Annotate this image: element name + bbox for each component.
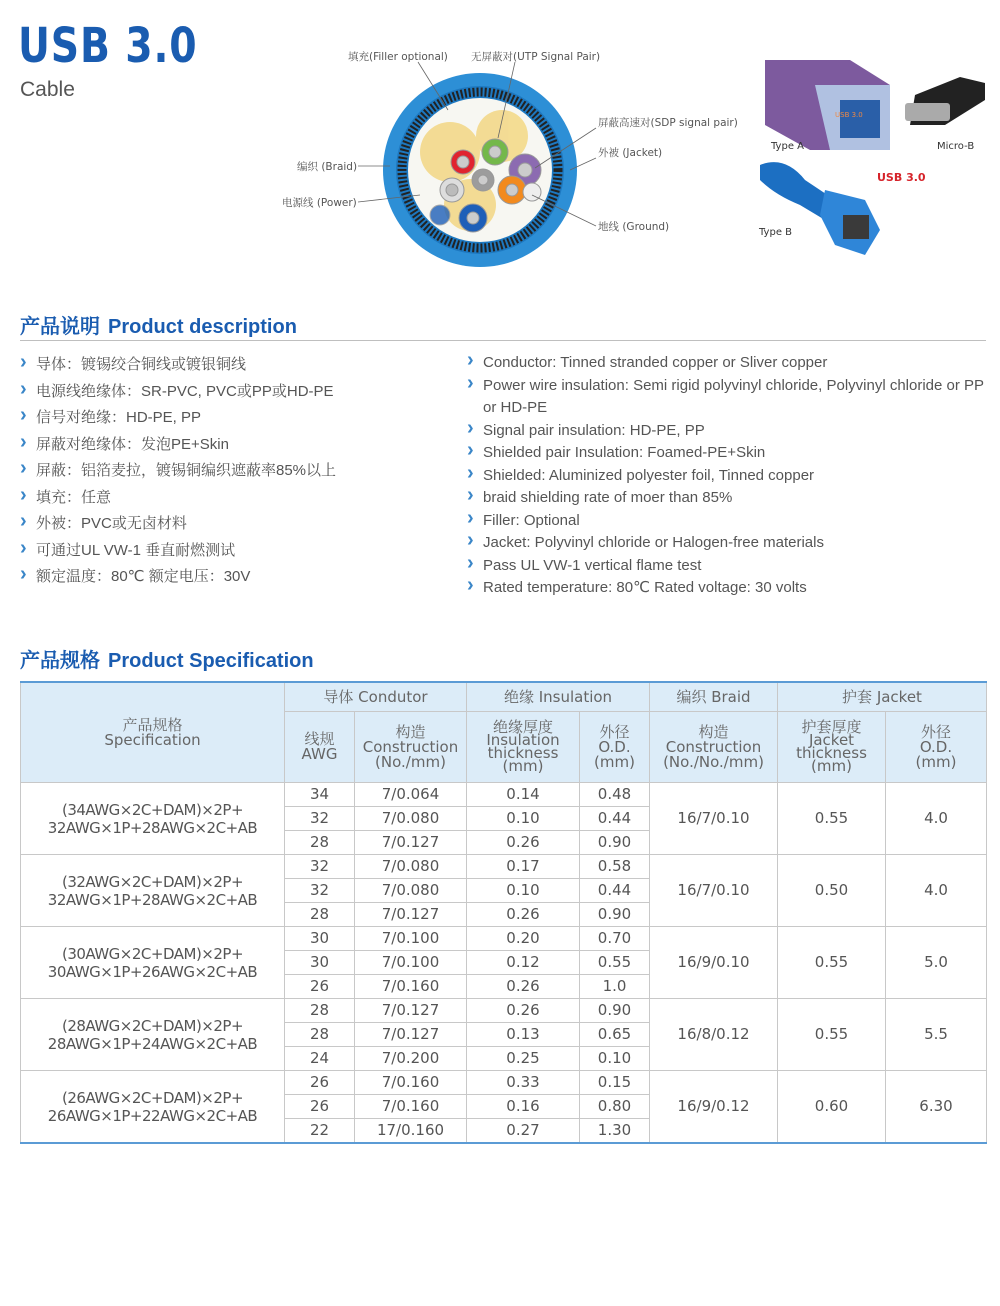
header-insulation-od: 外径 O.D. (mm): [580, 712, 650, 783]
construction-cell: 7/0.100: [355, 927, 467, 951]
construction-cell: 7/0.080: [355, 879, 467, 903]
label-sdp: 屏蔽高速对(SDP signal pair): [598, 117, 738, 129]
od-cell: 0.90: [580, 999, 650, 1023]
awg-cell: 34: [285, 783, 355, 807]
awg-cell: 28: [285, 831, 355, 855]
insulation-cell: 0.20: [467, 927, 580, 951]
awg-cell: 26: [285, 975, 355, 999]
construction-cell: 7/0.127: [355, 1023, 467, 1047]
construction-cell: 7/0.080: [355, 807, 467, 831]
list-item: › 额定温度：80℃ 额定电压：30V: [20, 564, 450, 591]
description-list-cn: [20, 352, 450, 591]
insulation-cell: 0.13: [467, 1023, 580, 1047]
construction-cell: 17/0.160: [355, 1119, 467, 1144]
specification-table: [20, 681, 987, 1144]
jacket-thickness-cell: 0.50: [778, 855, 886, 927]
label-power: 电源线 (Power): [282, 197, 357, 209]
od-cell: 0.44: [580, 807, 650, 831]
od-cell: 0.48: [580, 783, 650, 807]
description-heading: 产品说明 Product description: [20, 316, 297, 338]
header-jacket-thickness: 护套厚度 Jacket thickness (mm): [778, 712, 886, 783]
braid-cell: 16/9/0.12: [650, 1071, 778, 1144]
list-item: › Conductor: Tinned stranded copper or Sliver copper: [467, 352, 992, 375]
label-usb30: USB 3.0: [877, 171, 926, 184]
spec-cell: (32AWG×2C+DAM)×2P+ 32AWG×1P+28AWG×2C+AB: [21, 855, 285, 927]
insulation-cell: 0.10: [467, 879, 580, 903]
od-cell: 0.55: [580, 951, 650, 975]
insulation-cell: 0.25: [467, 1047, 580, 1071]
header-awg: 线规 AWG: [285, 712, 355, 783]
braid-cell: 16/7/0.10: [650, 855, 778, 927]
jacket-thickness-cell: 0.55: [778, 927, 886, 999]
header-conductor: 导体 Condutor: [285, 682, 467, 712]
jacket-od-cell: 4.0: [886, 783, 987, 855]
header-construction: 构造 Construction (No./mm): [355, 712, 467, 783]
list-item: › Shielded: Aluminized polyester foil, Tinned copper: [467, 465, 992, 488]
list-item: › Shielded pair Insulation: Foamed-PE+Skin: [467, 442, 992, 465]
list-item: › braid shielding rate of moer than 85%: [467, 487, 992, 510]
od-cell: 0.80: [580, 1095, 650, 1119]
od-cell: 1.30: [580, 1119, 650, 1144]
construction-cell: 7/0.127: [355, 999, 467, 1023]
label-filler: 填充(Filler optional): [348, 51, 448, 63]
page-subtitle: Cable: [20, 78, 75, 101]
label-type-b: Type B: [759, 227, 793, 238]
insulation-cell: 0.17: [467, 855, 580, 879]
od-cell: 0.90: [580, 831, 650, 855]
insulation-cell: 0.26: [467, 975, 580, 999]
spec-cell: (30AWG×2C+DAM)×2P+ 30AWG×1P+26AWG×2C+AB: [21, 927, 285, 999]
construction-cell: 7/0.200: [355, 1047, 467, 1071]
header-braid-construction: 构造 Construction (No./No./mm): [650, 712, 778, 783]
header-insulation: 绝缘 Insulation: [467, 682, 650, 712]
header-jacket: 护套 Jacket: [778, 682, 987, 712]
jacket-thickness-cell: 0.60: [778, 1071, 886, 1144]
list-item: › Jacket: Polyvinyl chloride or Halogen-free materials: [467, 532, 992, 555]
list-item: › Signal pair insulation: HD-PE, PP: [467, 420, 992, 443]
label-utp: 无屏蔽对(UTP Signal Pair): [471, 51, 601, 63]
list-item: › 导体：镀锡绞合铜线或镀银铜线: [20, 352, 450, 379]
construction-cell: 7/0.160: [355, 1095, 467, 1119]
construction-cell: 7/0.160: [355, 1071, 467, 1095]
table-row: [21, 783, 987, 807]
type-a-connector-image: [765, 60, 890, 150]
label-jacket: 外被 (Jacket): [598, 147, 663, 159]
od-cell: 0.70: [580, 927, 650, 951]
insulation-cell: 0.26: [467, 831, 580, 855]
awg-cell: 26: [285, 1071, 355, 1095]
table-row: [21, 927, 987, 951]
jacket-od-cell: 4.0: [886, 855, 987, 927]
awg-cell: 22: [285, 1119, 355, 1144]
list-item: › Rated temperature: 80℃ Rated voltage: 30 volts: [467, 577, 992, 600]
jacket-od-cell: 6.30: [886, 1071, 987, 1144]
cable-cross-section-diagram: [270, 40, 750, 290]
list-item: › Power wire insulation: Semi rigid polyvinyl chloride, Polyvinyl chloride or PP or HD-PE: [467, 375, 992, 420]
od-cell: 0.44: [580, 879, 650, 903]
braid-cell: 16/7/0.10: [650, 783, 778, 855]
construction-cell: 7/0.100: [355, 951, 467, 975]
awg-cell: 28: [285, 903, 355, 927]
insulation-cell: 0.27: [467, 1119, 580, 1144]
insulation-cell: 0.12: [467, 951, 580, 975]
od-cell: 0.15: [580, 1071, 650, 1095]
spec-cell: (28AWG×2C+DAM)×2P+ 28AWG×1P+24AWG×2C+AB: [21, 999, 285, 1071]
jacket-thickness-cell: 0.55: [778, 783, 886, 855]
insulation-cell: 0.33: [467, 1071, 580, 1095]
insulation-cell: 0.26: [467, 999, 580, 1023]
construction-cell: 7/0.064: [355, 783, 467, 807]
description-list-en: [467, 352, 992, 600]
awg-cell: 28: [285, 1023, 355, 1047]
awg-cell: 26: [285, 1095, 355, 1119]
label-type-a: Type A: [771, 141, 804, 152]
specification-heading: 产品规格 Product Specification: [20, 650, 314, 672]
od-cell: 0.10: [580, 1047, 650, 1071]
label-micro-b: Micro-B: [937, 141, 975, 152]
braid-cell: 16/8/0.12: [650, 999, 778, 1071]
table-row: [21, 855, 987, 879]
jacket-od-cell: 5.0: [886, 927, 987, 999]
spec-cell: (26AWG×2C+DAM)×2P+ 26AWG×1P+22AWG×2C+AB: [21, 1071, 285, 1144]
list-item: › 填充：任意: [20, 485, 450, 512]
braid-cell: 16/9/0.10: [650, 927, 778, 999]
page-title: USB 3.0: [18, 18, 198, 74]
od-cell: 1.0: [580, 975, 650, 999]
list-item: › Filler: Optional: [467, 510, 992, 533]
construction-cell: 7/0.080: [355, 855, 467, 879]
list-item: › Pass UL VW-1 vertical flame test: [467, 555, 992, 578]
construction-cell: 7/0.127: [355, 903, 467, 927]
list-item: › 可通过UL VW-1 垂直耐燃测试: [20, 538, 450, 565]
awg-cell: 32: [285, 879, 355, 903]
od-cell: 0.58: [580, 855, 650, 879]
list-item: › 屏蔽对绝缘体：发泡PE+Skin: [20, 432, 450, 459]
construction-cell: 7/0.160: [355, 975, 467, 999]
header-spec: 产品规格 Specification: [21, 682, 285, 783]
type-b-connector-image: [760, 162, 880, 255]
list-item: › 信号对绝缘：HD-PE, PP: [20, 405, 450, 432]
insulation-cell: 0.10: [467, 807, 580, 831]
list-item: › 屏蔽：铝箔麦拉，镀锡铜编织遮蔽率85%以上: [20, 458, 450, 485]
awg-cell: 32: [285, 807, 355, 831]
awg-cell: 32: [285, 855, 355, 879]
svg-text:USB 3.0: USB 3.0: [835, 111, 863, 119]
label-ground: 地线 (Ground): [598, 221, 670, 233]
list-item: › 电源线绝缘体：SR-PVC, PVC或PP或HD-PE: [20, 379, 450, 406]
spec-cell: (34AWG×2C+DAM)×2P+ 32AWG×1P+28AWG×2C+AB: [21, 783, 285, 855]
construction-cell: 7/0.127: [355, 831, 467, 855]
table-row: [21, 1071, 987, 1095]
insulation-cell: 0.16: [467, 1095, 580, 1119]
label-braid: 编织 (Braid): [297, 161, 358, 173]
jacket-thickness-cell: 0.55: [778, 999, 886, 1071]
insulation-cell: 0.26: [467, 903, 580, 927]
jacket-od-cell: 5.5: [886, 999, 987, 1071]
header-braid: 编织 Braid: [650, 682, 778, 712]
od-cell: 0.90: [580, 903, 650, 927]
awg-cell: 24: [285, 1047, 355, 1071]
connector-images: [755, 55, 990, 265]
header-insulation-thickness: 绝缘厚度 Insulation thickness (mm): [467, 712, 580, 783]
header-jacket-od: 外径 O.D. (mm): [886, 712, 987, 783]
insulation-cell: 0.14: [467, 783, 580, 807]
od-cell: 0.65: [580, 1023, 650, 1047]
awg-cell: 30: [285, 927, 355, 951]
list-item: › 外被：PVC或无卤材料: [20, 511, 450, 538]
divider: [20, 340, 986, 341]
awg-cell: 30: [285, 951, 355, 975]
table-row: [21, 999, 987, 1023]
awg-cell: 28: [285, 999, 355, 1023]
